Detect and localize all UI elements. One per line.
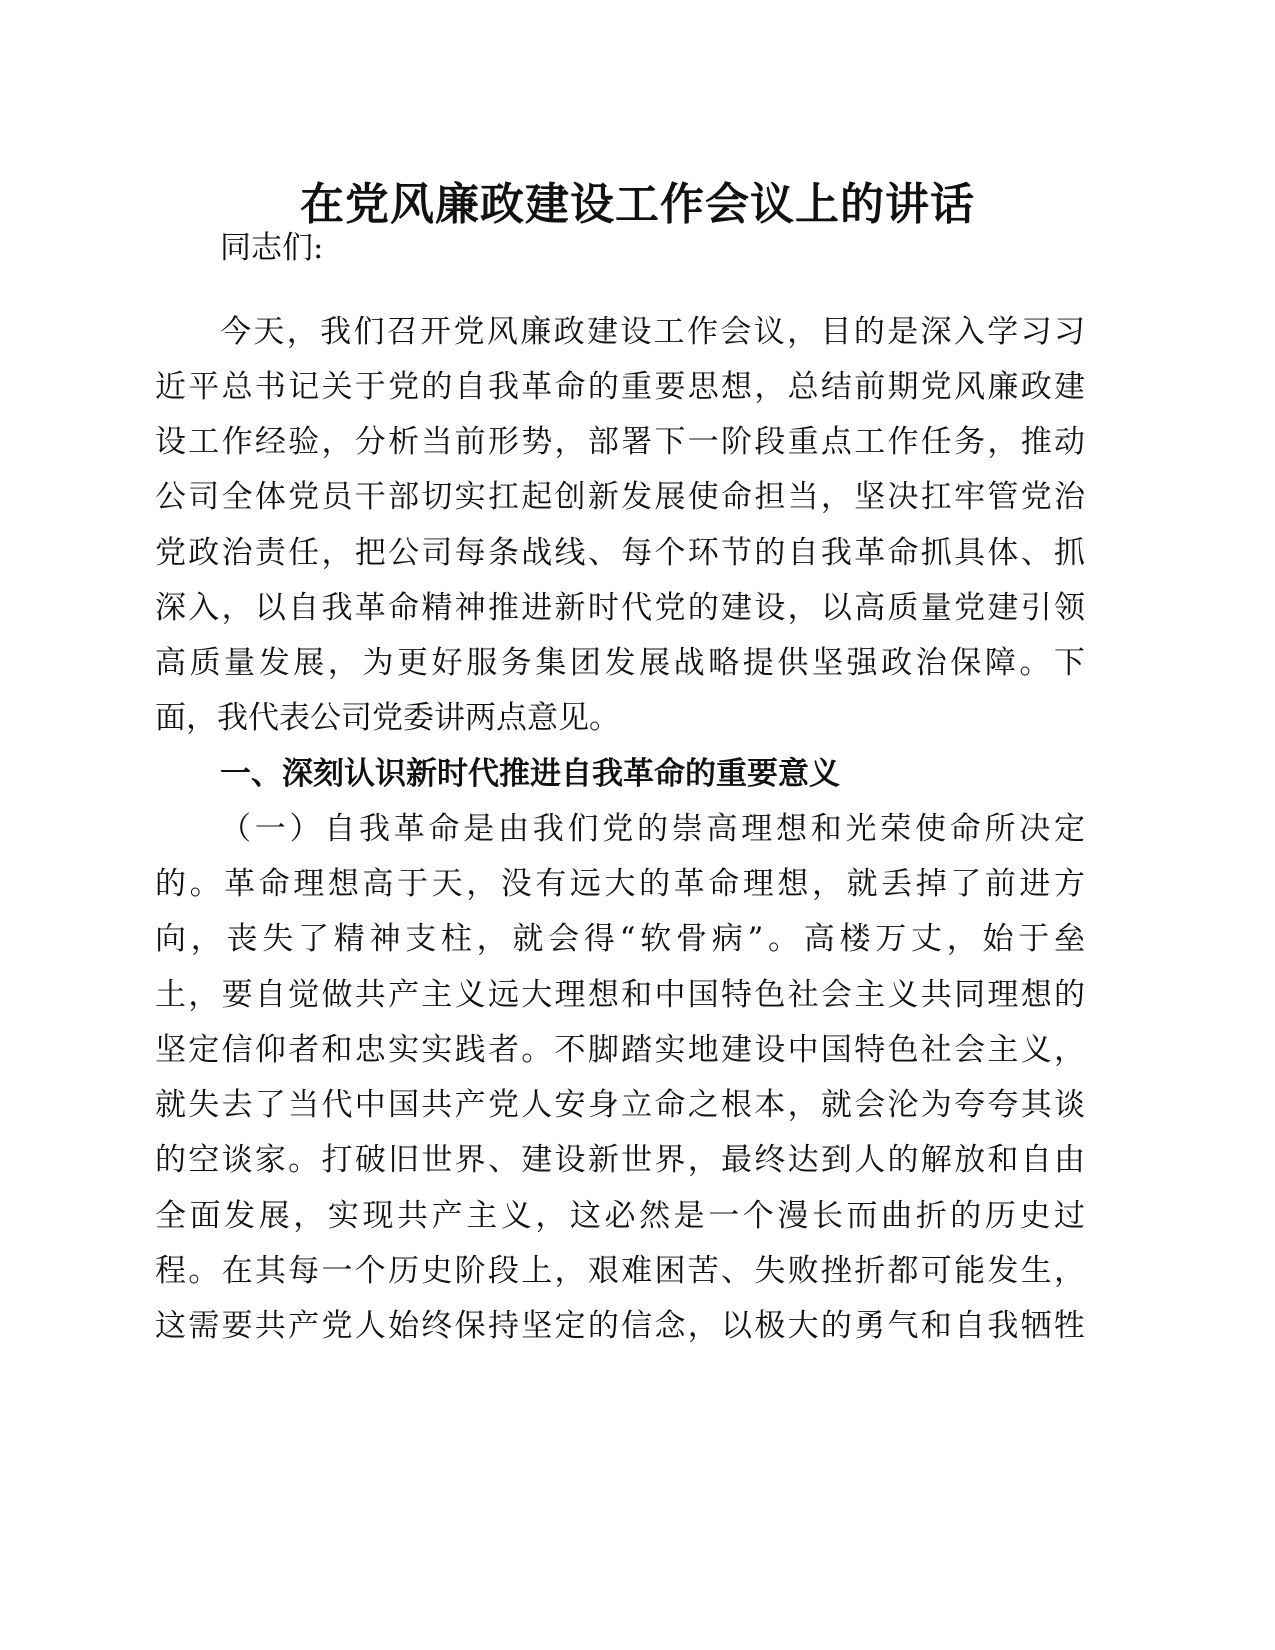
paragraph-line: 就失去了当代中国共产党人安身立命之根本，就会沦为夸夸其谈	[155, 1087, 1085, 1123]
paragraph-line: 的空谈家。打破旧世界、建设新世界，最终达到人的解放和自由	[155, 1142, 1085, 1178]
paragraph-line: 高质量发展，为更好服务集团发展战略提供坚强政治保障。下	[155, 645, 1085, 681]
paragraph-line: 公司全体党员干部切实扛起创新发展使命担当，坚决扛牢管党治	[155, 479, 1085, 515]
paragraph-line: 今天，我们召开党风廉政建设工作会议，目的是深入学习习	[220, 314, 1085, 350]
paragraph-line: 全面发展，实现共产主义，这必然是一个漫长而曲折的历史过	[155, 1198, 1085, 1234]
paragraph-line: 党政治责任，把公司每条战线、每个环节的自我革命抓具体、抓	[155, 535, 1085, 571]
paragraph-line: 的。革命理想高于天，没有远大的革命理想，就丢掉了前进方	[155, 866, 1085, 902]
paragraph-line: 程。在其每一个历史阶段上，艰难困苦、失败挫折都可能发生，	[155, 1253, 1085, 1289]
paragraph-line: 面，我代表公司党委讲两点意见。	[155, 700, 620, 736]
paragraph-line: 近平总书记关于党的自我革命的重要思想，总结前期党风廉政建	[155, 369, 1085, 405]
salutation: 同志们:	[220, 230, 324, 266]
paragraph-line: 这需要共产党人始终保持坚定的信念，以极大的勇气和自我牺牲	[155, 1308, 1085, 1344]
paragraph-line: 深入，以自我革命精神推进新时代党的建设，以高质量党建引领	[155, 590, 1085, 626]
document-title: 在党风廉政建设工作会议上的讲话	[300, 179, 975, 230]
paragraph-line: 设工作经验，分析当前形势，部署下一阶段重点工作任务，推动	[155, 424, 1085, 460]
paragraph-line: （一）自我革命是由我们党的崇高理想和光荣使命所决定	[220, 811, 1085, 847]
paragraph-line: 坚定信仰者和忠实实践者。不脚踏实地建设中国特色社会主义，	[155, 1032, 1085, 1068]
paragraph-line: 向，丧失了精神支柱，就会得“软骨病”。高楼万丈，始于垒	[155, 921, 1085, 957]
paragraph-line: 土，要自觉做共产主义远大理想和中国特色社会主义共同理想的	[155, 977, 1085, 1013]
section-heading: 一、深刻认识新时代推进自我革命的重要意义	[220, 756, 840, 792]
